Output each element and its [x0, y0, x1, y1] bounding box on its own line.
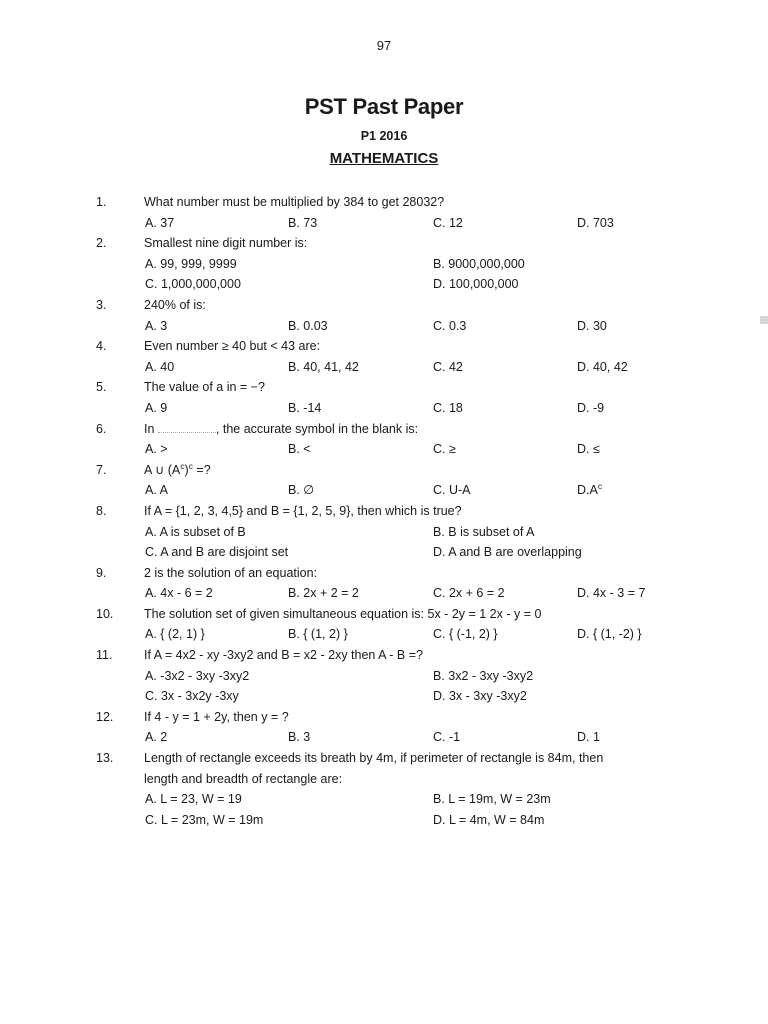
option-b: B. -14 — [288, 400, 322, 415]
option-b: B. 3x2 - 3xy -3xy2 — [433, 668, 534, 683]
question-4 — [0, 336, 768, 357]
option-b: B. L = 19m, W = 23m — [433, 792, 551, 807]
question-2 — [0, 233, 768, 254]
option-d-base: D.A — [577, 483, 598, 498]
option-c: C. 12 — [433, 215, 463, 230]
question-12 — [0, 707, 768, 728]
superscript: c — [597, 481, 603, 492]
question-text: Even number ≥ 40 but < 43 are: — [144, 339, 321, 354]
subject-heading: MATHEMATICS — [329, 150, 439, 167]
question-8-options-ab — [0, 522, 768, 543]
question-number: 11. — [96, 648, 113, 663]
question-text: The solution set of given simultaneous equation is: 5x - 2y = 1 2x - y = 0 — [144, 606, 542, 621]
answer-blank — [158, 420, 216, 433]
question-number: 5. — [96, 380, 107, 395]
option-d: D. A and B are overlapping — [433, 545, 582, 560]
question-number: 10. — [96, 606, 114, 621]
option-d: D. { (1, -2) } — [577, 627, 642, 642]
option-a: A. 99, 999, 9999 — [145, 256, 237, 271]
page-number: 97 — [376, 38, 392, 53]
option-d: D. 30 — [577, 318, 607, 333]
question-13-options-cd — [0, 810, 768, 831]
question-2-options-ab — [0, 254, 768, 275]
option-b: B. { (1, 2) } — [288, 627, 348, 642]
option-b: B. 2x + 2 = 2 — [288, 586, 359, 601]
option-b: B. B is subset of A — [433, 524, 535, 539]
question-number: 8. — [96, 503, 107, 518]
option-a: A. 2 — [145, 730, 168, 745]
paper-subtitle: P1 2016 — [360, 129, 408, 143]
page-edge-mark — [760, 316, 768, 324]
option-a: A. > — [145, 442, 168, 457]
question-11-options-ab — [0, 666, 768, 687]
option-a: A. A — [145, 483, 168, 498]
option-d: D. L = 4m, W = 84m — [433, 812, 545, 827]
option-a: A. 3 — [145, 318, 168, 333]
question-9-options — [0, 583, 768, 604]
option-c: C. -1 — [433, 730, 461, 745]
question-text-before: In — [144, 421, 155, 436]
question-9 — [0, 563, 768, 584]
option-d: D. 1 — [577, 730, 600, 745]
option-c: C. 18 — [433, 400, 463, 415]
question-1 — [0, 192, 768, 213]
option-c: C. A and B are disjoint set — [145, 545, 289, 560]
question-text: If A = {1, 2, 3, 4,5} and B = {1, 2, 5, 9}, then which is true? — [144, 503, 462, 518]
question-7 — [0, 460, 768, 481]
option-d: D. 4x - 3 = 7 — [577, 586, 646, 601]
superscript: c — [188, 460, 193, 471]
option-d: D. 703 — [577, 215, 614, 230]
question-number: 12. — [96, 709, 114, 724]
question-number: 9. — [96, 565, 107, 580]
question-text: The value of a in = −? — [144, 380, 265, 395]
option-d: D. -9 — [577, 400, 605, 415]
option-d: D. 100,000,000 — [433, 277, 519, 292]
option-c: C. { (-1, 2) } — [433, 627, 498, 642]
question-text-line-2: length and breadth of rectangle are: — [144, 771, 343, 786]
question-6-options — [0, 439, 768, 460]
question-text: 240% of is: — [144, 297, 206, 312]
option-a: A. 40 — [145, 359, 175, 374]
option-a: A. L = 23, W = 19 — [145, 792, 242, 807]
option-b: B. 0.03 — [288, 318, 328, 333]
question-list — [0, 192, 768, 830]
option-c: C. 3x - 3x2y -3xy — [145, 689, 239, 704]
question-2-options-cd — [0, 274, 768, 295]
option-b: B. 73 — [288, 215, 318, 230]
question-text-mid: ) — [184, 462, 189, 477]
option-b: B. ∅ — [288, 483, 315, 498]
question-number: 4. — [96, 339, 107, 354]
option-d: D. 40, 42 — [577, 359, 628, 374]
question-number: 2. — [96, 236, 107, 251]
page-title: PST Past Paper — [304, 94, 464, 119]
option-d: D. ≤ — [577, 442, 600, 457]
question-number: 3. — [96, 297, 107, 312]
question-text-prefix: A ∪ (A — [144, 462, 181, 477]
question-13 — [0, 748, 768, 769]
option-b: B. 9000,000,000 — [433, 256, 525, 271]
question-12-options — [0, 727, 768, 748]
question-13-options-ab — [0, 789, 768, 810]
question-11-options-cd — [0, 686, 768, 707]
option-b: B. 3 — [288, 730, 311, 745]
question-11 — [0, 645, 768, 666]
option-c: C. 1,000,000,000 — [145, 277, 241, 292]
question-number: 7. — [96, 462, 107, 477]
option-c: C. 42 — [433, 359, 463, 374]
question-8 — [0, 501, 768, 522]
option-c: C. 2x + 6 = 2 — [433, 586, 505, 601]
question-text: What number must be multiplied by 384 to get 28032? — [144, 195, 445, 209]
option-d: D. 3x - 3xy -3xy2 — [433, 689, 527, 704]
question-10-options — [0, 624, 768, 645]
question-number: 6. — [96, 421, 107, 436]
option-c: C. U-A — [433, 483, 471, 498]
option-a: A. 37 — [145, 215, 175, 230]
question-text: If 4 - y = 1 + 2y, then y = ? — [144, 709, 289, 724]
question-1-options — [0, 213, 768, 234]
question-text-suffix: =? — [192, 462, 211, 477]
option-c: C. 0.3 — [433, 318, 467, 333]
option-d — [577, 480, 602, 501]
question-10 — [0, 604, 768, 625]
option-a: A. { (2, 1) } — [145, 627, 205, 642]
question-number: 1. — [96, 195, 107, 209]
question-text-after: , the accurate symbol in the blank is: — [215, 421, 419, 436]
question-5-options — [0, 398, 768, 419]
superscript: c — [180, 460, 185, 471]
question-text: Smallest nine digit number is: — [144, 236, 308, 251]
option-a: A. A is subset of B — [145, 524, 246, 539]
option-a: A. 9 — [145, 400, 168, 415]
option-b: B. 40, 41, 42 — [288, 359, 359, 374]
question-3-options — [0, 316, 768, 337]
question-7-options — [0, 480, 768, 501]
option-c: C. ≥ — [433, 442, 456, 457]
option-a: A. -3x2 - 3xy -3xy2 — [145, 668, 250, 683]
question-13-continued — [0, 769, 768, 790]
question-text: Length of rectangle exceeds its breath by 4m, if perimeter of rectangle is 84m, then — [144, 751, 604, 766]
option-b: B. < — [288, 442, 311, 457]
question-3 — [0, 295, 768, 316]
question-8-options-cd — [0, 542, 768, 563]
question-6 — [0, 419, 768, 440]
question-text: 2 is the solution of an equation: — [144, 565, 318, 580]
question-text: If A = 4x2 - xy -3xy2 and B = x2 - 2xy then A - B =? — [144, 648, 423, 663]
question-number: 13. — [96, 751, 114, 766]
question-4-options — [0, 357, 768, 378]
question-text — [144, 419, 418, 440]
option-c: C. L = 23m, W = 19m — [145, 812, 264, 827]
question-text — [144, 460, 211, 481]
option-a: A. 4x - 6 = 2 — [145, 586, 213, 601]
question-5 — [0, 377, 768, 398]
